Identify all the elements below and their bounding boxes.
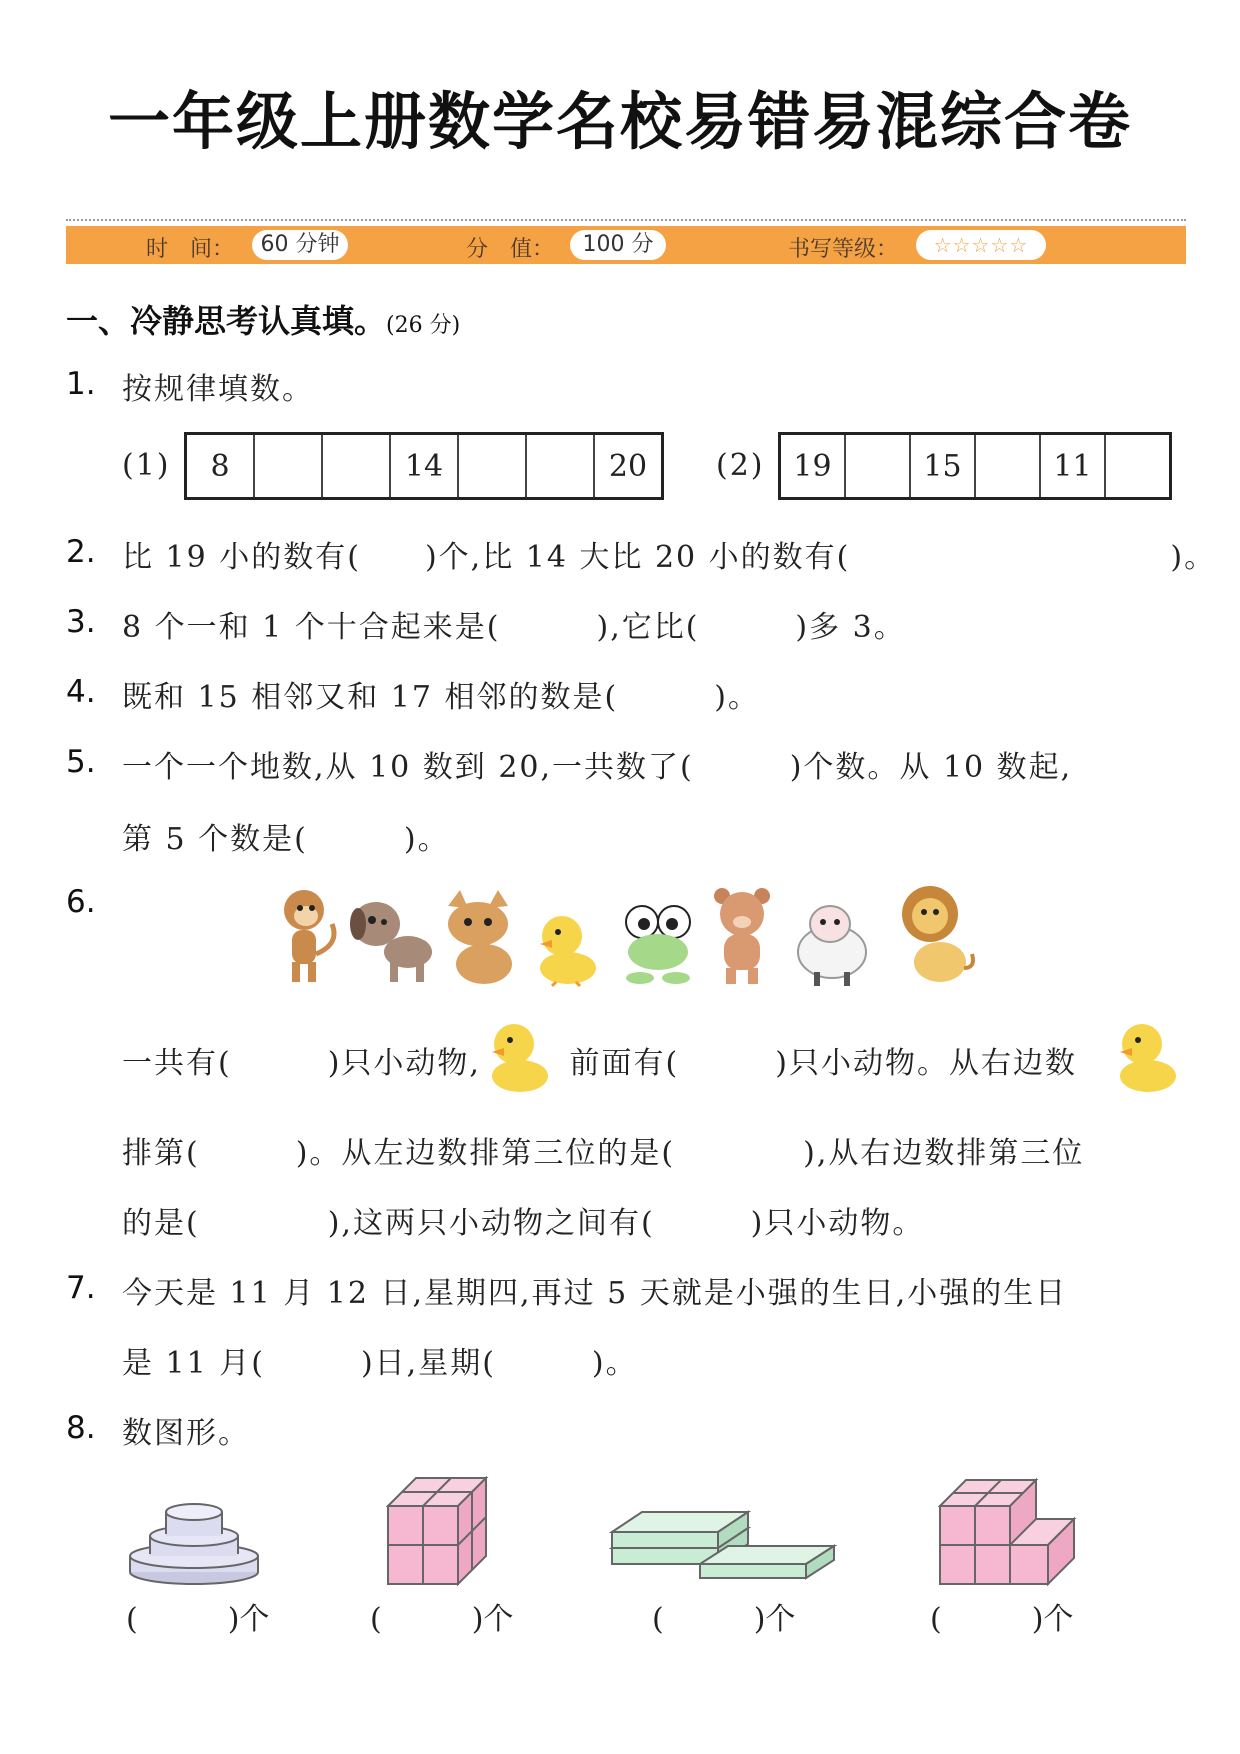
chick-icon xyxy=(484,1018,554,1096)
figure4-answer: ( )个 xyxy=(930,1602,1074,1637)
grade-stars-icon: ☆☆☆☆☆ xyxy=(916,230,1046,260)
cube-stack-figure xyxy=(386,1476,496,1588)
frog-icon xyxy=(618,902,700,988)
seq1-cell[interactable] xyxy=(526,434,594,499)
q5-line2: 第 5 个数是( )。 xyxy=(122,822,450,857)
sequence-table-2 xyxy=(778,432,1172,500)
q2-text: 比 19 小的数有( )个,比 14 大比 20 小的数有( )。 xyxy=(122,540,1217,575)
seq2-cell[interactable] xyxy=(845,434,910,499)
q8-number: 8. xyxy=(66,1410,96,1446)
bear-icon xyxy=(704,886,780,986)
seq1-cell[interactable] xyxy=(254,434,322,499)
q4-number: 4. xyxy=(66,674,96,710)
page-title: 一年级上册数学名校易错易混综合卷 xyxy=(107,85,1132,158)
figure1-answer: ( )个 xyxy=(126,1602,270,1637)
figure3-answer: ( )个 xyxy=(652,1602,796,1637)
q1-text: 按规律填数。 xyxy=(122,372,314,407)
slab-figure xyxy=(608,1508,840,1582)
figure2-answer: ( )个 xyxy=(370,1602,514,1637)
seq1-cell[interactable] xyxy=(322,434,390,499)
q6-line2: 排第( )。从左边数排第三位的是( ),从右边数排第三位 xyxy=(122,1136,1085,1171)
seq2-cell: 15 xyxy=(910,434,975,499)
q5-line1: 一个一个地数,从 10 数到 20,一共数了( )个数。从 10 数起, xyxy=(122,750,1073,785)
score-value: 100 分 xyxy=(570,230,666,260)
q3-text: 8 个一和 1 个十合起来是( ),它比( )多 3。 xyxy=(122,610,906,645)
q7-line1: 今天是 11 月 12 日,星期四,再过 5 天就是小强的生日,小强的生日 xyxy=(122,1276,1068,1311)
seq2-cell: 11 xyxy=(1040,434,1105,499)
header-divider xyxy=(66,219,1186,221)
q7-number: 7. xyxy=(66,1270,96,1306)
chick-icon xyxy=(532,910,602,988)
q4-text: 既和 15 相邻又和 17 相邻的数是( )。 xyxy=(122,680,760,715)
seq2-cell: 19 xyxy=(780,434,846,499)
cat-icon xyxy=(438,890,524,986)
stacked-discs-figure xyxy=(124,1486,264,1586)
q8-text: 数图形。 xyxy=(122,1416,250,1451)
q6-line3: 的是( ),这两只小动物之间有( )只小动物。 xyxy=(122,1206,925,1241)
section-heading xyxy=(66,296,460,342)
section-title: 一、冷静思考认真填。 xyxy=(66,302,387,340)
q2-number: 2. xyxy=(66,534,96,570)
monkey-icon xyxy=(270,884,342,988)
sequence-table-1 xyxy=(184,432,664,500)
q6-number: 6. xyxy=(66,884,96,920)
q6-line1b: 前面有( )只小动物。从右边数 xyxy=(558,1046,1077,1081)
q3-number: 3. xyxy=(66,604,96,640)
grade-label: 书写等级： xyxy=(788,237,899,262)
seq1-cell: 20 xyxy=(594,434,663,499)
seq1-cell[interactable] xyxy=(458,434,526,499)
info-bar xyxy=(66,226,1186,264)
time-value: 60 分钟 xyxy=(252,230,348,260)
q1-part1-label: (1) xyxy=(122,448,171,483)
q1-number: 1. xyxy=(66,366,96,402)
seq2-cell[interactable] xyxy=(1105,434,1171,499)
q1-part2-label: (2) xyxy=(716,448,765,483)
dog-icon xyxy=(346,894,436,984)
score-label: 分 值： xyxy=(466,237,555,262)
seq1-cell: 8 xyxy=(186,434,255,499)
lion-icon xyxy=(896,884,978,988)
seq2-cell[interactable] xyxy=(975,434,1040,499)
chick-icon xyxy=(1112,1018,1182,1096)
time-label: 时 间： xyxy=(146,237,235,262)
section-score: (26 分) xyxy=(386,313,461,338)
stepped-cubes-figure xyxy=(938,1476,1078,1588)
sheep-icon xyxy=(790,898,872,988)
q5-number: 5. xyxy=(66,744,96,780)
q7-line2: 是 11 月( )日,星期( )。 xyxy=(122,1346,638,1381)
q6-line1a: 一共有( )只小动物, xyxy=(122,1046,481,1081)
seq1-cell: 14 xyxy=(390,434,458,499)
